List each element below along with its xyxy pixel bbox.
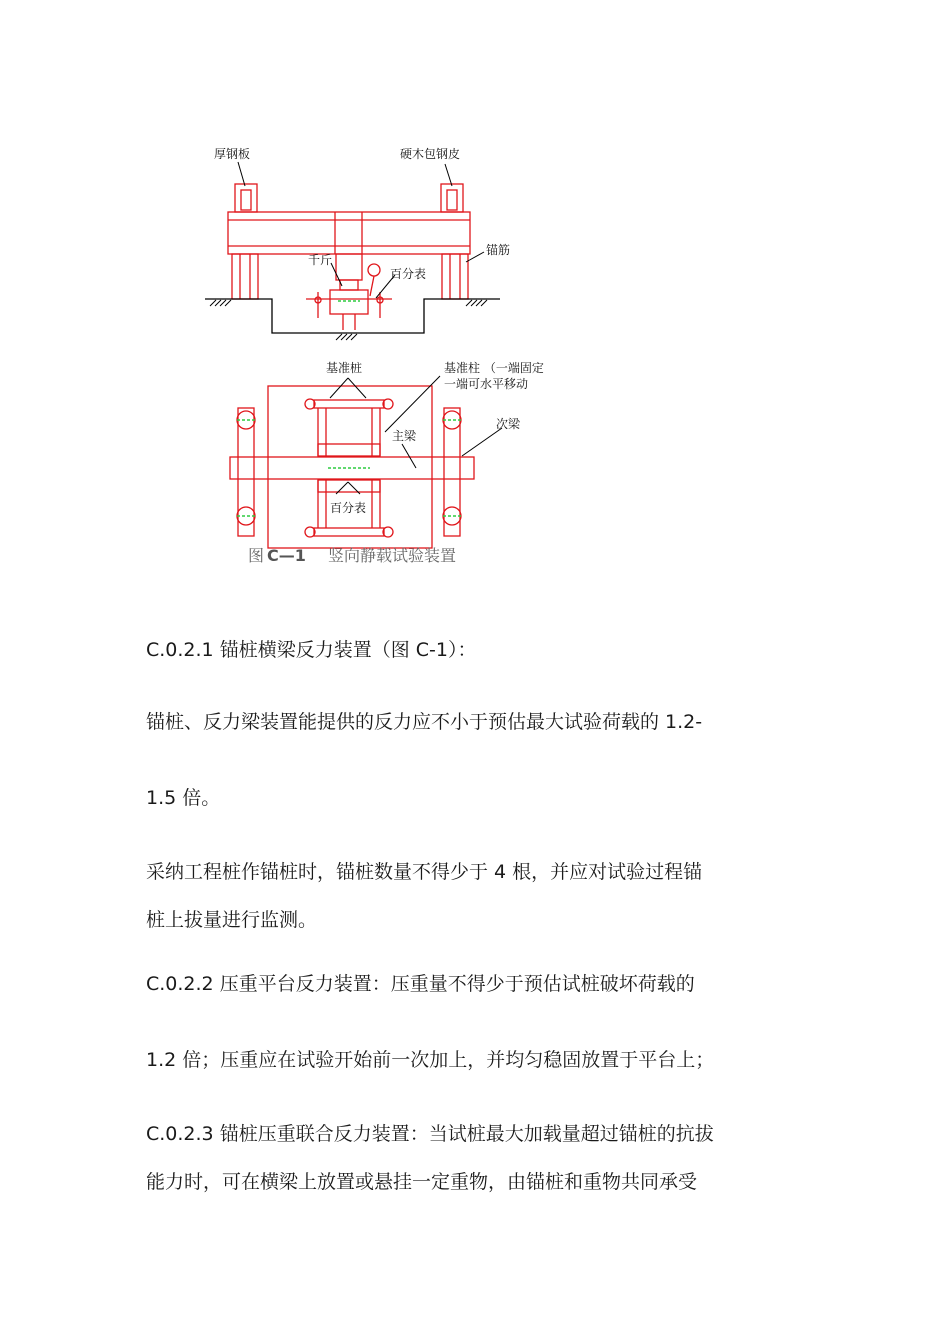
label-datum-beam-1: 基准柱 （一端固定 — [444, 361, 544, 375]
elevation-view — [228, 184, 470, 330]
para-reaction-requirement: 锚桩、反力梁装置能提供的反力应不小于预估最大试验荷载的 1.2- — [146, 711, 703, 733]
plan-view — [230, 386, 474, 548]
figure-c1-static-load-test-setup — [0, 0, 950, 600]
ground-line — [205, 299, 500, 333]
label-secondary-beam: 次梁 — [496, 417, 521, 431]
para-c021-heading: C.0.2.1 锚桩横梁反力装置（图 C-1）： — [146, 639, 477, 661]
leader-lines-elevation — [238, 162, 484, 298]
label-anchor-bar: 锚筋 — [486, 243, 511, 257]
label-main-beam: 主梁 — [392, 429, 417, 443]
figure-caption-title: 竖向静载试验装置 — [328, 546, 457, 565]
para-anchor-piles-cont: 桩上拔量进行监测。 — [146, 909, 318, 931]
label-datum-pile: 基准桩 — [326, 361, 363, 375]
label-thick-plate: 厚钢板 — [214, 147, 251, 161]
label-datum-beam-2: 一端可水平移动 — [444, 377, 529, 391]
figure-caption-prefix: 图 — [248, 546, 265, 565]
label-dial-gauge-bottom: 百分表 — [330, 501, 367, 515]
ground-hatch — [210, 300, 487, 340]
para-reaction-requirement-cont: 1.5 倍。 — [146, 787, 221, 809]
label-hardwood: 硬木包钢皮 — [400, 147, 461, 161]
para-c023-cont: 能力时，可在横梁上放置或悬挂一定重物，由锚桩和重物共同承受 — [146, 1171, 698, 1193]
para-anchor-piles: 采纳工程桩作锚桩时，锚桩数量不得少于 4 根，并应对试验过程锚 — [146, 861, 703, 883]
figure-caption-code: C—1 — [267, 546, 306, 565]
para-c022-cont: 1.2 倍；压重应在试验开始前一次加上，并均匀稳固放置于平台上； — [146, 1049, 715, 1071]
label-jack: 千斤 — [308, 253, 333, 267]
para-c023-heading: C.0.2.3 锚桩压重联合反力装置：当试桩最大加载量超过锚桩的抗拔 — [146, 1123, 714, 1145]
label-dial-gauge-top: 百分表 — [390, 267, 427, 281]
para-c022-heading: C.0.2.2 压重平台反力装置：压重量不得少于预估试桩破坏荷载的 — [146, 973, 695, 995]
